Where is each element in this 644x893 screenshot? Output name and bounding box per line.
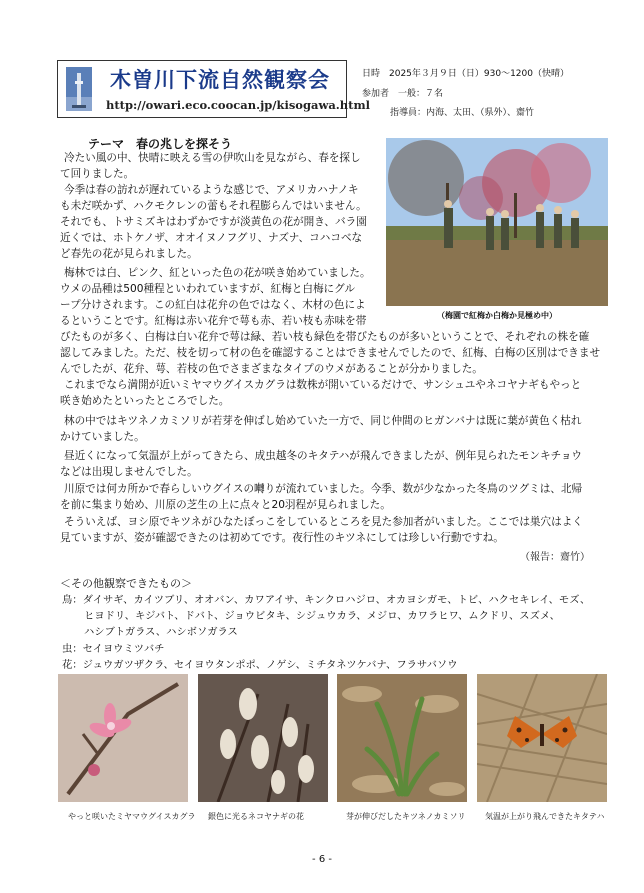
theme-heading: テーマ 春の兆しを探そう [88,137,233,151]
body-line: ど春先の花が見られました。 [60,248,198,260]
body-line: 梅林では白、ピンク、紅といった色の花が咲き始めていました。 [64,267,371,279]
body-line: 咲き始めたといったところでした。 [60,395,230,407]
body-line: 近くでは、ホトケノザ、オオイヌノフグリ、ナズナ、コハコベな [60,232,363,244]
pussy-willow-photo [198,674,328,802]
club-url[interactable]: http://owari.eco.coocan.jp/kisogawa.html [106,98,371,112]
photo-caption: 芽が伸びだしたキツネノカミソリ [346,812,466,821]
observations-heading: ＜その他観察できたもの＞ [60,577,192,590]
event-date: 日時 2025年３月９日（日）930～1200（快晴） [362,69,569,79]
body-line: 昼近くになって気温が上がってきたら、成虫越冬のキタテハが飛んできましたが、例年見られたモンキチョウ [64,450,583,462]
body-line: を前に集まり始め、川原の芝生の上に点々と20羽程が見られました。 [60,499,391,511]
body-line: 川原では何カ所かで春らしいウグイスの囀りが流れていました。今季、数が少なかった冬鳥のツグミは、北帰 [64,483,583,495]
body-line: て回りました。 [60,168,135,180]
body-line: んでしたが、花弁、萼、若枝の色でさまざまなタイプのウメがあることが分かりました。 [60,363,483,375]
photo-caption: やっと咲いたミヤマウグイスカグラ [68,812,196,821]
photo-caption: 気温が上がり飛んできたキタテハ [485,812,605,821]
main-photo-caption: （梅園で紅梅か白梅か見極め中） [437,311,557,320]
photo-caption: 銀色に光るネコヤナギの花 [208,812,304,821]
observation-birds: 鳥：ダイサギ、カイツブリ、オオバン、カワアイサ、キンクロハジロ、オカヨシガモ、トビ、ハクセキレイ、モズ、 [62,594,591,606]
body-line: などは出現しませんでした。 [60,466,198,478]
club-title: 木曽川下流自然観察会 [110,68,330,92]
tower-icon [66,67,92,111]
body-line: ープ分けされます。この紅白は花弁の色ではなく、木材の色によ [60,299,366,311]
body-line: かけていました。 [60,431,145,443]
body-line: それでも、トサミズキはわずかですが淡黄色の花が開き、バラ園 [60,216,367,228]
lycoris-sprout-photo [337,674,467,802]
body-line: るということです。紅梅は赤い花弁で萼も赤、若い枝も赤味を帯 [60,315,367,327]
event-guides: 指導員：内海、太田、（県外）、齋竹 [390,108,535,118]
page-number: - 6 - [312,854,332,865]
comma-butterfly-photo [477,674,607,802]
body-line: 見ていますが、姿が確認できたのは初めてです。夜行性のキツネにしては珍しい行動ですね。 [60,532,504,544]
observation-birds-cont: ハシブトガラス、ハシボソガラス [84,626,238,638]
report-signature: （報告：齋竹） [520,552,590,563]
body-line: 認してみました。ただ、枝を切って材の色を確認することはできませんでしたので、紅梅、白梅の区別はできませ [60,347,601,359]
honeysuckle-photo [58,674,188,802]
body-line: そういえば、ヨシ原でキツネがひなたぼっこをしているところを見た参加者がいました。ここでは巣穴はよく [64,516,583,528]
body-line: これまでなら満開が近いミヤマウグイスカグラは数株が開いているだけで、サンシュユやネコヤナギもやっと [64,379,582,391]
plum-garden-photo [386,138,608,306]
body-line: ウメの品種は500種程といわれていますが、紅梅と白梅にグル [60,283,356,295]
body-line: 冷たい風の中、快晴に映える雪の伊吹山を見ながら、春を探し [64,152,361,164]
body-line: 林の中ではキツネノカミソリが若芽を伸ばし始めていた一方で、同じ仲間のヒガンバナは既に葉が黄色く枯れ [64,415,582,427]
observation-insects: 虫：セイヨウミツバチ [62,643,165,655]
body-line: も未だ咲かず、ハクモクレンの蕾もそれ程膨らんではいません。 [60,200,367,212]
observation-flowers: 花：ジュウガツザクラ、セイヨウタンポポ、ノゲシ、ミチタネツケバナ、フラサバソウ [62,659,458,671]
body-line: びたものが多く、白梅は白い花弁で萼は緑、若い枝も緑色を帯びたものが多いということで、それぞれの株を確 [60,331,590,343]
event-participants: 参加者 一般：７名 [362,89,444,99]
observation-birds-cont: ヒヨドリ、キジバト、ドバト、ジョウビタキ、シジュウカラ、メジロ、カワラヒワ、ムクドリ、スズメ、 [84,610,560,622]
body-line: 今季は春の訪れが遅れているような感じで、アメリカハナノキ [64,184,359,196]
